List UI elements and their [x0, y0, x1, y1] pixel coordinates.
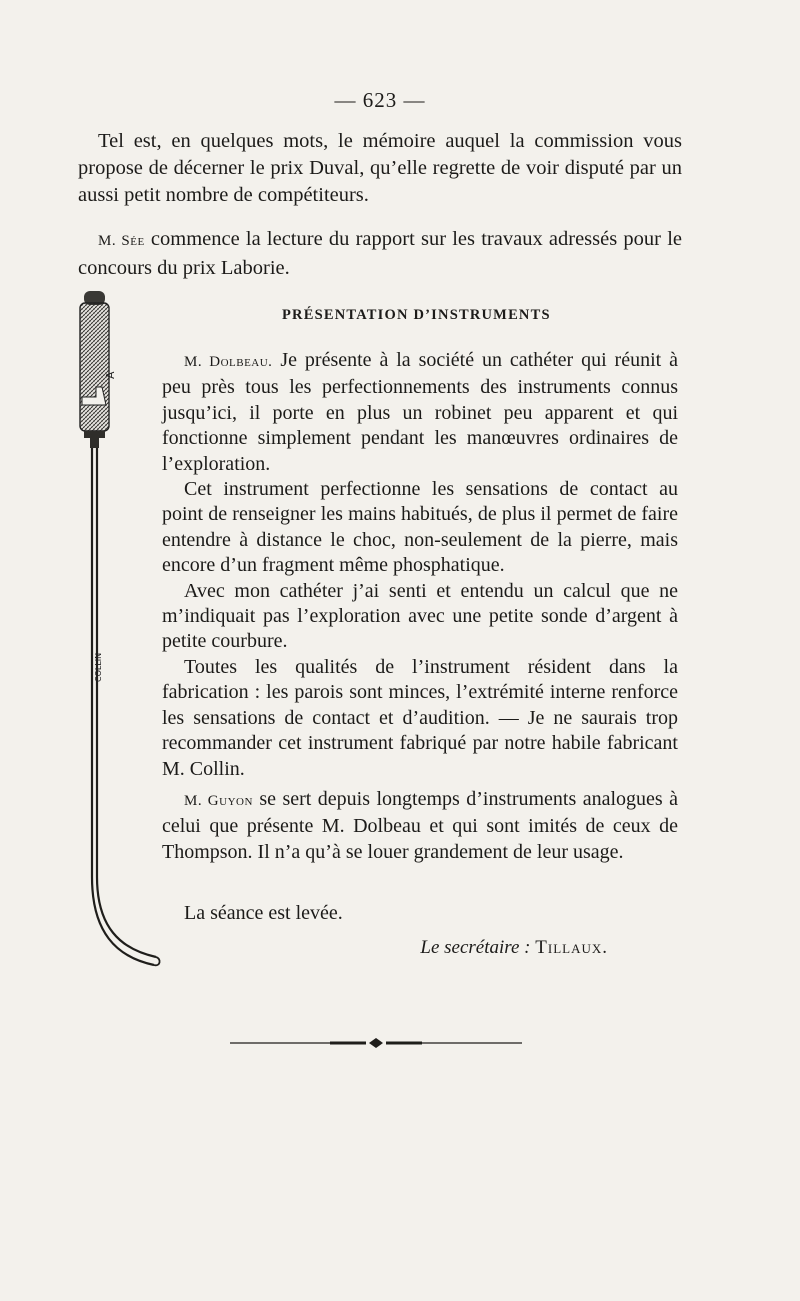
see-statement: commence la lecture du rapport sur les travaux adressés pour le concours du prix Laborie.	[78, 228, 682, 279]
catheter-shaft	[92, 448, 160, 965]
intro-text: Tel est, en quelques mots, le mémoire auquel la commission vous propose de décerner le prix Duval, qu’elle regrette de voir disputé par un aussi petit nombre de compétiteurs.	[78, 130, 682, 206]
see-paragraph	[78, 226, 682, 282]
closing-section	[162, 901, 678, 926]
see-text	[78, 226, 682, 282]
guyon-section	[162, 787, 678, 865]
page-number: — 623 —	[334, 88, 426, 112]
catheter-handle	[80, 291, 109, 448]
dolbeau-paragraph-2: Cet instrument perfectionne les sensations de contact au point de renseigner les mains habitués, de plus il permet de faire entendre à distance le choc, non-seulement de la pierre, mais encore d’un fragment même phosphatique.	[162, 478, 678, 577]
dolbeau-paragraph-4: Toutes les qualités de l’instrument résident dans la fabrication : les parois sont minces, l’extrémité interne renforce les sensations de contact et d’audition. — Je ne saurais trop recommander cet instrument fabriqué par notre habile fabricant M. Collin.	[162, 655, 678, 780]
intro-paragraph	[78, 128, 682, 209]
dolbeau-text-1: Je présente à la société un cathéter qui réunit à peu près tous les perfectionnements des instruments connus jusqu’ici, il porte en plus un robinet peu apparent et qui fonctionne simplement pendant les manœuvres ordinaires de l’exploration.	[162, 349, 678, 475]
speaker-guyon: M. Guyon	[184, 793, 253, 809]
speaker-see: M. Sée	[98, 233, 145, 249]
speaker-dolbeau: M. Dolbeau.	[184, 354, 273, 370]
guyon-text: se sert depuis longtemps d’instruments analogues à celui que présente M. Dolbeau et qui sont imités de ceux de Thompson. Il n’a qu’à se louer grandement de leur usage.	[162, 788, 678, 863]
guyon-paragraph	[162, 787, 678, 865]
signature-name: Tillaux.	[535, 937, 608, 958]
maker-engraving: COLLIN	[94, 652, 103, 682]
closing-text: La séance est levée.	[184, 902, 343, 924]
signature	[420, 937, 608, 959]
dolbeau-paragraph-1	[162, 348, 678, 477]
section-heading: PRÉSENTATION D’INSTRUMENTS	[282, 307, 551, 323]
label-a: A	[104, 371, 117, 379]
dolbeau-paragraph-3: Avec mon cathéter j’ai senti et entendu un calcul que ne m’indiquait pas l’exploration avec une petite sonde d’argent à petite courbure.	[162, 579, 678, 653]
dolbeau-section	[162, 348, 678, 782]
signature-role: Le secrétaire :	[420, 937, 531, 958]
section-divider	[230, 1036, 522, 1050]
